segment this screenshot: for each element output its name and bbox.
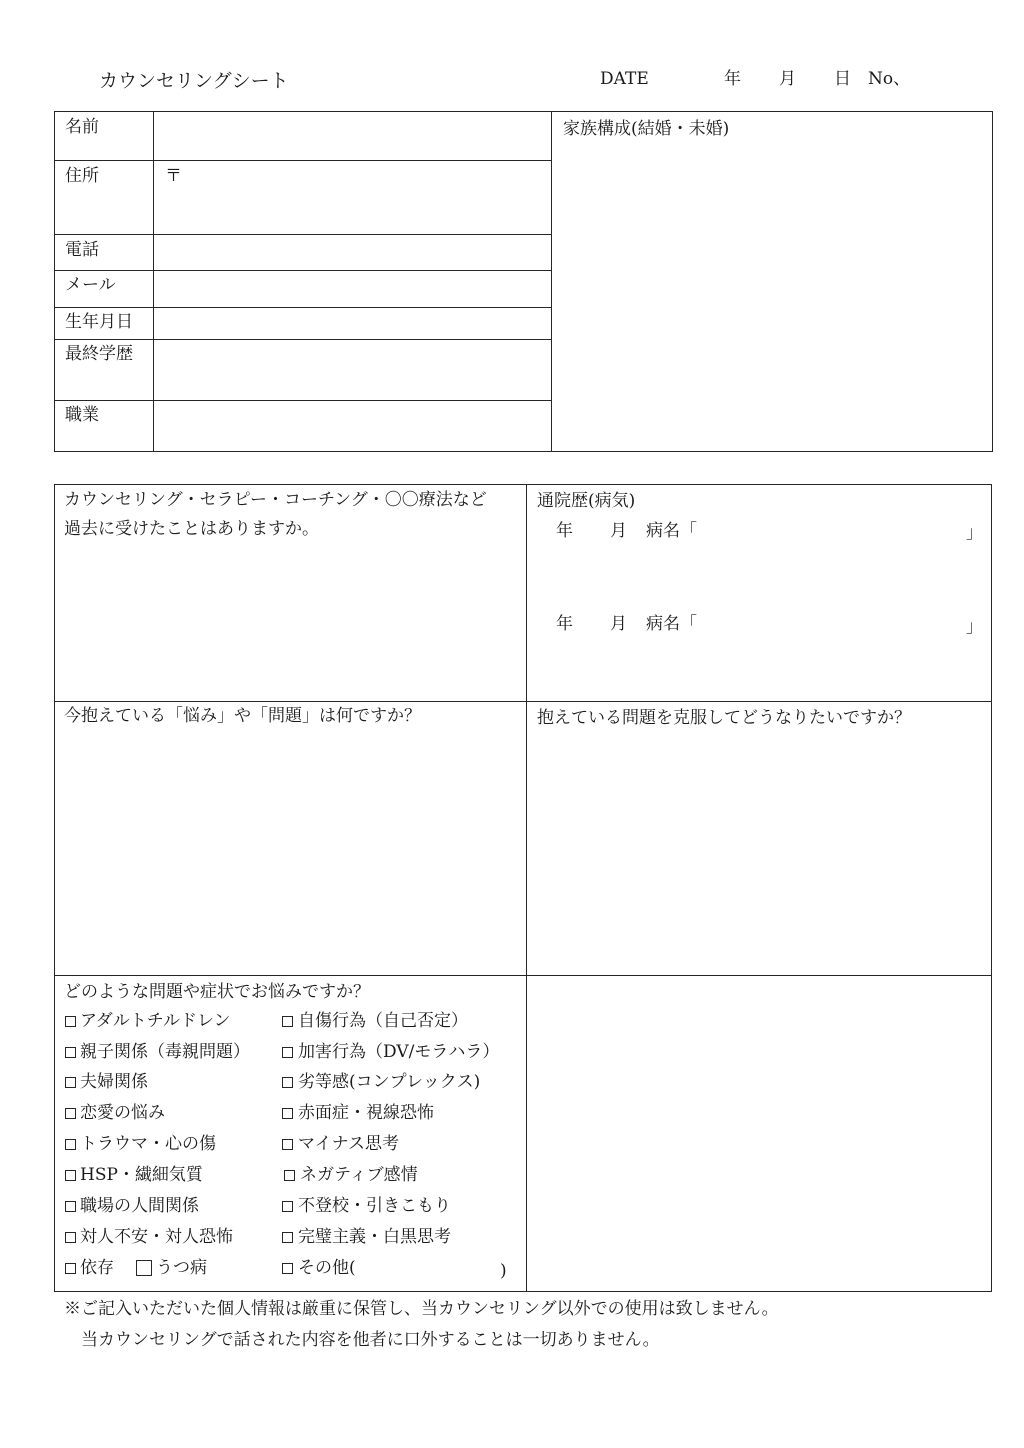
other-symptom-field[interactable] — [362, 1256, 498, 1282]
address-field[interactable] — [156, 162, 550, 233]
past-counseling-answer-field[interactable] — [56, 548, 524, 699]
disease-name-close: 」 — [966, 523, 983, 543]
row-divider — [54, 339, 552, 340]
education-label: 最終学歴 — [65, 344, 133, 364]
phone-field[interactable] — [156, 236, 550, 269]
checkbox[interactable] — [282, 1263, 293, 1274]
symptom-option: HSP・繊細気質 — [80, 1165, 203, 1185]
symptom-option: 職場の人間関係 — [80, 1196, 199, 1216]
symptom-option: 加害行為（DV/モラハラ） — [298, 1042, 500, 1062]
symptom-option: 自傷行為（自己否定） — [298, 1011, 468, 1031]
other-close-paren: ) — [500, 1261, 507, 1281]
disease-name-field[interactable] — [700, 515, 962, 543]
email-label: メール — [65, 275, 116, 295]
past-counseling-question: カウンセリング・セラピー・コーチング・〇〇療法など — [64, 490, 487, 510]
checkbox[interactable] — [284, 1170, 295, 1181]
row-divider — [54, 307, 552, 308]
checkbox[interactable] — [282, 1047, 293, 1058]
email-field[interactable] — [156, 272, 550, 306]
symptom-option: 親子関係（毒親問題） — [80, 1042, 250, 1062]
symptom-option: 恋愛の悩み — [80, 1103, 165, 1123]
symptom-option: マイナス思考 — [298, 1134, 399, 1154]
current-problem-answer-field[interactable] — [56, 735, 524, 973]
disease-name-field[interactable] — [700, 608, 962, 636]
center-column-divider — [526, 484, 527, 1291]
symptom-option: 劣等感(コンプレックス) — [298, 1072, 481, 1092]
history-year-label: 年 — [556, 521, 573, 541]
education-field[interactable] — [156, 341, 550, 399]
symptom-option: アダルトチルドレン — [80, 1011, 231, 1031]
checkbox[interactable] — [282, 1232, 293, 1243]
year-label: 年 — [724, 69, 741, 89]
goal-question: 抱えている問題を克服してどうなりたいですか？ — [537, 708, 911, 728]
symptom-option: 夫婦関係 — [80, 1072, 148, 1092]
checkbox[interactable] — [65, 1139, 76, 1150]
checkbox[interactable] — [282, 1139, 293, 1150]
row-divider — [54, 975, 991, 976]
disease-name-label: 病名「 — [646, 614, 697, 634]
phone-label: 電話 — [65, 240, 99, 260]
goal-answer-field[interactable] — [528, 735, 990, 973]
notes-area[interactable] — [528, 977, 990, 1290]
checkbox[interactable] — [282, 1108, 293, 1119]
month-label: 月 — [779, 69, 796, 89]
checkbox[interactable] — [65, 1232, 76, 1243]
hospital-history-title: 通院歴(病気) — [537, 491, 636, 511]
name-label: 名前 — [65, 117, 99, 137]
checkbox[interactable] — [65, 1108, 76, 1119]
postal-code-mark: 〒 — [165, 166, 182, 186]
row-divider — [54, 400, 552, 401]
checkbox[interactable] — [282, 1201, 293, 1212]
checkbox[interactable] — [65, 1170, 76, 1181]
symptom-option: 対人不安・対人恐怖 — [80, 1227, 233, 1247]
occupation-field[interactable] — [156, 402, 550, 450]
date-label: DATE — [600, 69, 649, 89]
history-month-label: 月 — [610, 521, 627, 541]
history-month-label: 月 — [610, 614, 627, 634]
checkbox[interactable] — [65, 1201, 76, 1212]
symptom-option: ネガティブ感情 — [300, 1165, 418, 1185]
disease-name-close: 」 — [966, 617, 983, 637]
checkbox[interactable] — [282, 1016, 293, 1027]
disease-name-label: 病名「 — [646, 521, 697, 541]
row-divider — [54, 234, 552, 235]
row-divider — [54, 160, 552, 161]
birthdate-label: 生年月日 — [65, 312, 133, 332]
symptom-option: 完璧主義・白黒思考 — [298, 1227, 451, 1247]
checkbox[interactable] — [65, 1047, 76, 1058]
row-divider — [54, 270, 552, 271]
symptom-option: 赤面症・視線恐怖 — [298, 1103, 434, 1123]
privacy-note: ※ご記入いただいた個人情報は厳重に保管し、当カウンセリング以外での使用は致しません。 — [64, 1299, 779, 1319]
checkbox[interactable] — [282, 1077, 293, 1088]
confidentiality-note: 当カウンセリングで話された内容を他者に口外することは一切ありません。 — [81, 1330, 660, 1350]
day-label: 日 — [834, 69, 851, 89]
checkbox[interactable] — [65, 1016, 76, 1027]
sheet-title: カウンセリングシート — [99, 70, 289, 92]
checkbox[interactable] — [65, 1263, 76, 1274]
symptoms-question: どのような問題や症状でお悩みですか？ — [64, 982, 370, 1002]
checkbox[interactable] — [136, 1260, 152, 1276]
family-composition-field[interactable] — [553, 145, 991, 450]
family-composition-label: 家族構成(結婚・未婚) — [563, 119, 730, 139]
birthdate-field[interactable] — [156, 309, 550, 338]
checkbox[interactable] — [65, 1077, 76, 1088]
symptom-option: 依存 — [80, 1258, 114, 1278]
row-divider — [54, 701, 991, 702]
history-year-label: 年 — [556, 614, 573, 634]
symptom-option: 不登校・引きこもり — [298, 1196, 451, 1216]
address-label: 住所 — [65, 166, 99, 186]
past-counseling-question-line2: 過去に受けたことはありますか。 — [64, 519, 319, 539]
name-field[interactable] — [156, 113, 550, 159]
current-problem-question: 今抱えている「悩み」や「問題」は何ですか？ — [64, 706, 421, 726]
symptom-option: トラウマ・心の傷 — [80, 1134, 216, 1154]
symptom-option: うつ病 — [156, 1258, 207, 1278]
number-label: No、 — [868, 69, 911, 89]
symptom-option: その他( — [298, 1258, 356, 1278]
occupation-label: 職業 — [65, 405, 99, 425]
